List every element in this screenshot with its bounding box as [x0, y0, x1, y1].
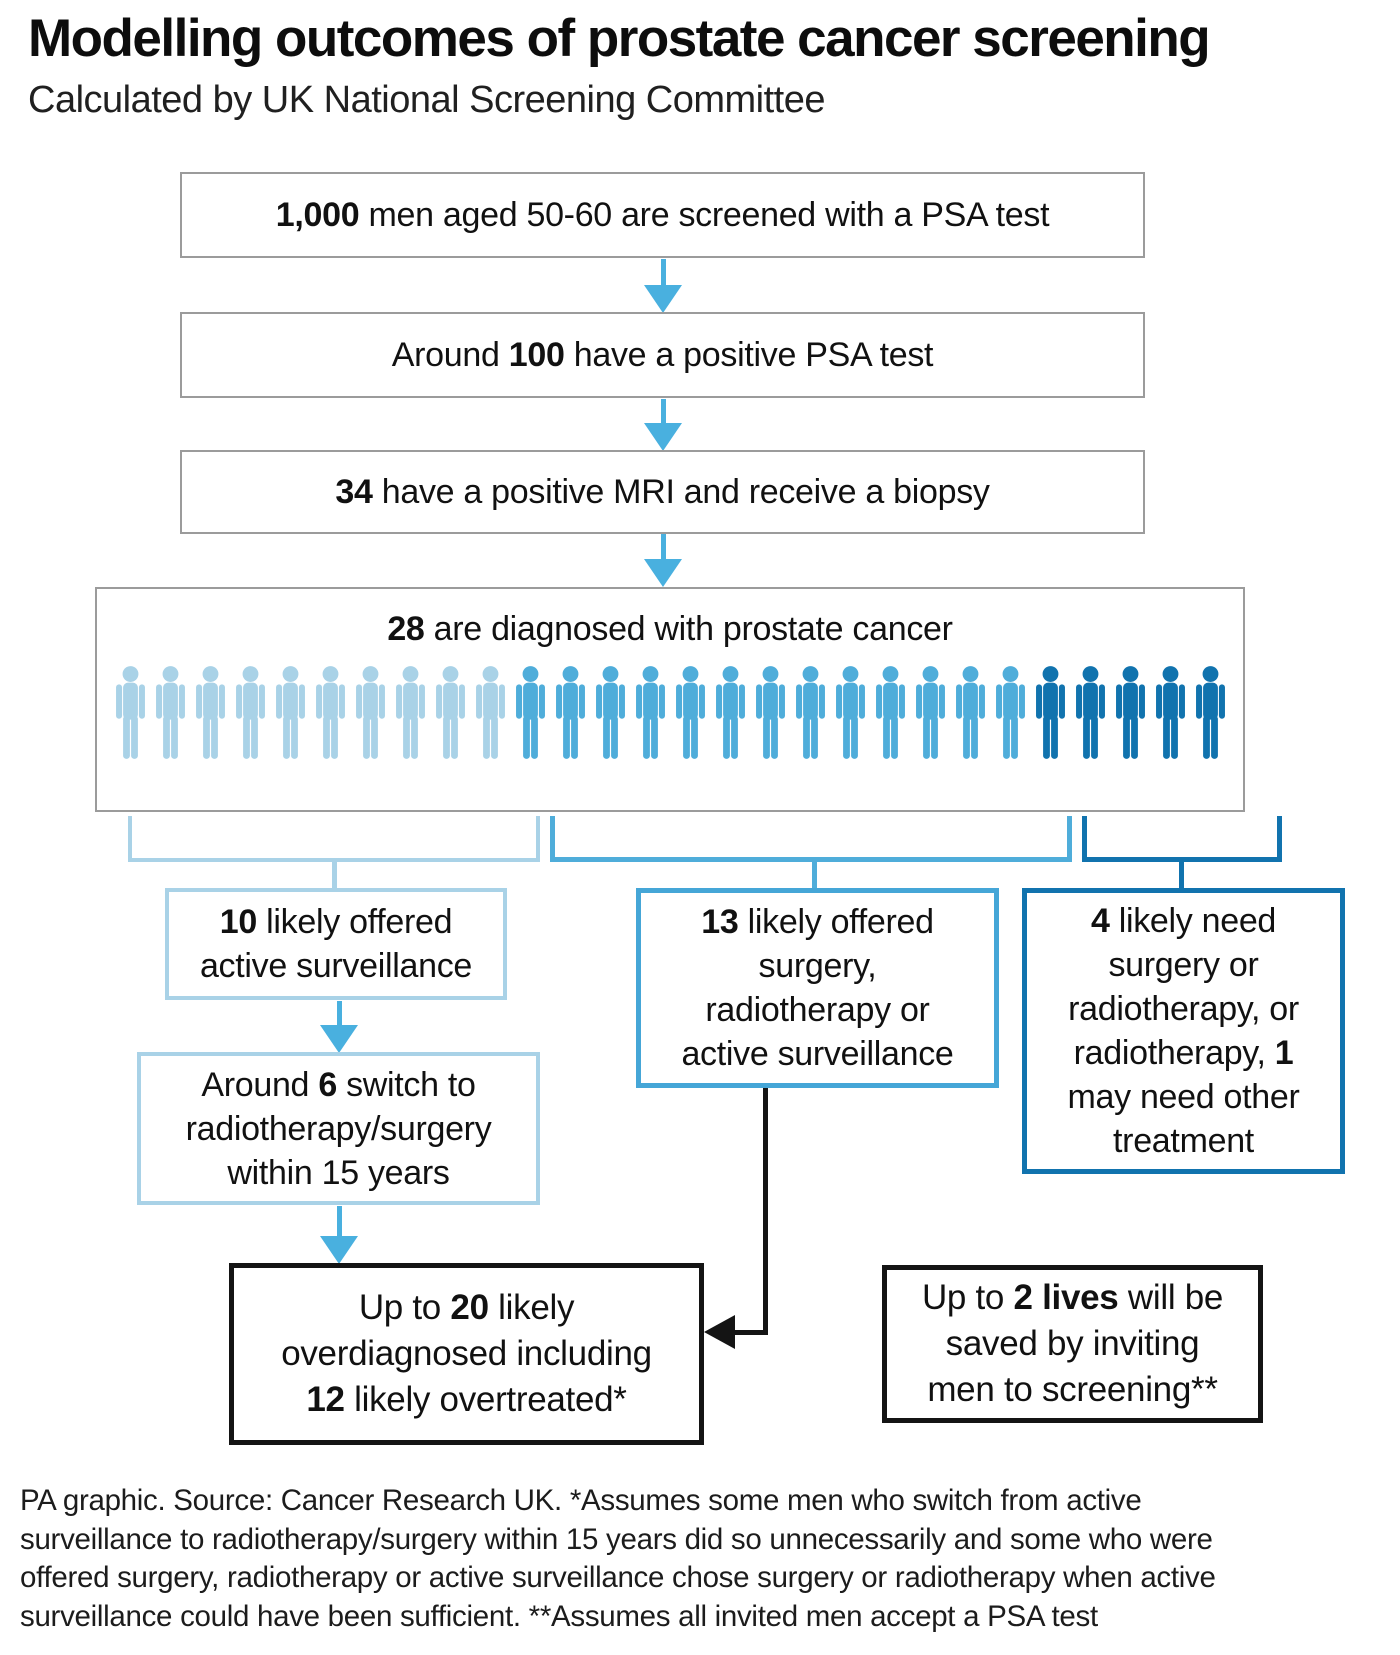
person-icon: [635, 658, 666, 771]
connector-treatment-to-overdiagnosed-vertical: [763, 1088, 768, 1335]
bracket-stem-need-treatment: [1179, 860, 1184, 888]
bracket-need-treatment: [1082, 816, 1282, 862]
arrow-down-icon: [320, 1001, 358, 1053]
bracket-active-surveillance: [128, 816, 540, 862]
person-icon: [115, 658, 146, 771]
branch-box-active-surveillance-text: 10 likely offered active surveillance: [199, 903, 473, 985]
person-icon: [915, 658, 946, 771]
arrow-down-icon: [320, 1206, 358, 1264]
flow-box-screened: [180, 172, 1145, 258]
arrow-down-icon: [644, 399, 682, 451]
bracket-treatment-options: [550, 816, 1072, 862]
diagnosis-box: [95, 587, 1245, 812]
page-title: Modelling outcomes of prostate cancer screening: [28, 9, 1210, 68]
flow-box-positive-mri-text: 34 have a positive MRI and receive a biopsy: [335, 473, 990, 511]
switch-box-text: Around 6 switch to radiotherapy/surgery within 15 years: [185, 1065, 492, 1192]
person-icon: [275, 658, 306, 771]
person-icon: [875, 658, 906, 771]
flow-box-screened-text: 1,000 men aged 50-60 are screened with a PSA test: [275, 196, 1050, 234]
flow-box-positive-mri: [180, 450, 1145, 534]
person-icon: [795, 658, 826, 771]
person-icons-row: [115, 658, 1226, 771]
person-icon: [1035, 658, 1066, 771]
connector-treatment-to-overdiagnosed-horizontal: [733, 1330, 768, 1335]
branch-box-treatment-options-text: 13 likely offered surgery, radiotherapy or active surveillance: [681, 903, 954, 1073]
branch-box-treatment-options: [636, 888, 999, 1088]
person-icon: [595, 658, 626, 771]
person-icon: [555, 658, 586, 771]
person-icon: [395, 658, 426, 771]
person-icon: [755, 658, 786, 771]
branch-box-need-treatment-text: 4 likely need surgery or radiotherapy, or radiotherapy, 1 may need other treatment: [1067, 902, 1300, 1160]
flow-box-positive-psa: [180, 312, 1145, 398]
arrow-down-icon: [644, 534, 682, 587]
bracket-stem-active-surveillance: [332, 860, 337, 888]
person-icon: [195, 658, 226, 771]
page-subtitle: Calculated by UK National Screening Committee: [28, 79, 826, 121]
switch-box: [137, 1052, 540, 1205]
person-icon: [475, 658, 506, 771]
person-icon: [1115, 658, 1146, 771]
branch-box-active-surveillance: [165, 888, 507, 1000]
diagnosis-heading: 28 are diagnosed with prostate cancer: [387, 610, 953, 648]
arrow-left-icon: [704, 1315, 735, 1349]
person-icon: [435, 658, 466, 771]
person-icon: [155, 658, 186, 771]
flow-box-positive-psa-text: Around 100 have a positive PSA test: [391, 336, 934, 374]
arrow-down-icon: [644, 259, 682, 313]
person-icon: [1195, 658, 1226, 771]
lives-saved-box-text: Up to 2 lives will be saved by inviting men to screening**: [921, 1278, 1224, 1409]
person-icon: [675, 658, 706, 771]
person-icon: [995, 658, 1026, 771]
bracket-stem-treatment-options: [812, 860, 817, 888]
overdiagnosed-box: [229, 1263, 704, 1445]
person-icon: [1155, 658, 1186, 771]
person-icon: [715, 658, 746, 771]
overdiagnosed-box-text: Up to 20 likely overdiagnosed including 12 likely overtreated*: [281, 1288, 652, 1419]
footer-note: PA graphic. Source: Cancer Research UK. *Assumes some men who switch from active surveillance to radiotherapy/surgery within 15 years did so unnecessarily and some who were offered surgery, radiotherapy or active surveillance chose surgery or radiotherapy when active surveillance could have been sufficient. **Assumes all invited men accept a PSA test: [20, 1484, 1216, 1633]
person-icon: [355, 658, 386, 771]
lives-saved-box: [882, 1265, 1263, 1423]
person-icon: [235, 658, 266, 771]
person-icon: [955, 658, 986, 771]
branch-box-need-treatment: [1022, 888, 1345, 1174]
person-icon: [835, 658, 866, 771]
person-icon: [515, 658, 546, 771]
person-icon: [315, 658, 346, 771]
person-icon: [1075, 658, 1106, 771]
